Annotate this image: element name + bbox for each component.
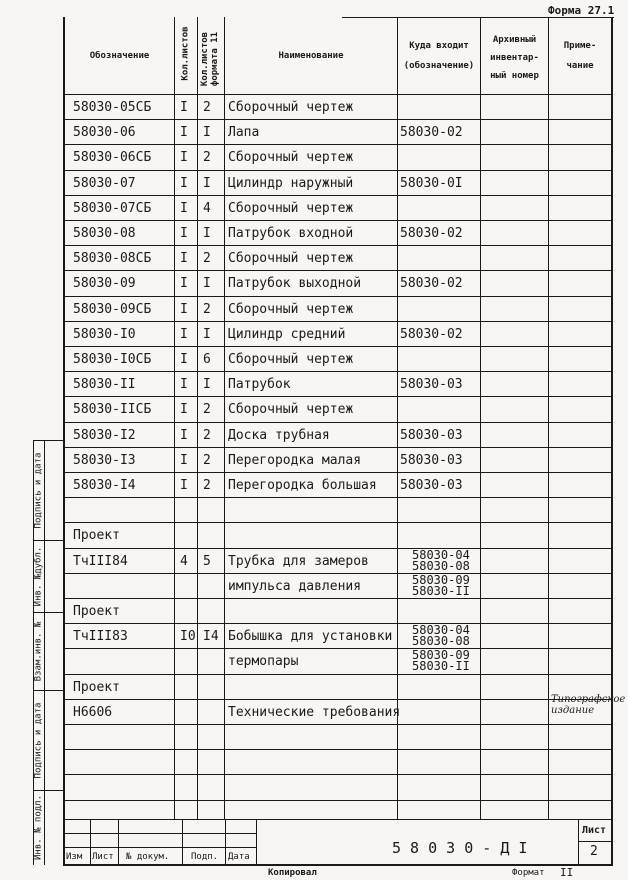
row-sheets-a11: I: [203, 226, 211, 241]
row-where: 58030-09: [412, 648, 470, 662]
tb-col-5: [256, 819, 257, 865]
row-line: [63, 270, 613, 271]
row-line: [63, 724, 613, 725]
row-sheets-a11: I: [203, 125, 211, 140]
row-line: [63, 447, 613, 448]
row-name: Сборочный чертеж: [228, 150, 354, 165]
row-sheets-a11: 2: [203, 150, 211, 165]
frame-bottom: [63, 864, 613, 866]
row-sheets: I: [180, 478, 188, 493]
row-sheets: I: [180, 302, 188, 317]
side-label-sign-date-1: Подпись и дата: [33, 452, 44, 529]
row-code: 58030-05СБ: [73, 100, 152, 115]
tb-sheet-number: 2: [590, 844, 598, 859]
row-line: [63, 195, 613, 196]
row-line: [63, 598, 613, 599]
row-sheets: I: [180, 377, 188, 392]
tb-list: Лист: [92, 852, 114, 862]
row-line: [63, 220, 613, 221]
row-sheets-a11: 2: [203, 478, 211, 493]
row-line: [63, 321, 613, 322]
row-code: 58030-08СБ: [73, 251, 152, 266]
footer-copied: Копировал: [268, 868, 317, 878]
row-line: [63, 699, 613, 700]
header-where-1: Куда входит: [409, 41, 469, 51]
row-sheets-a11: I: [203, 327, 211, 342]
row-name: Патрубок: [228, 377, 291, 392]
row-sheets-a11: 6: [203, 352, 211, 367]
row-line: [63, 371, 613, 372]
row-name: Сборочный чертеж: [228, 402, 354, 417]
header-archive-3: ный номер: [490, 71, 539, 81]
row-where: 58030-03: [400, 428, 463, 443]
row-sheets: I: [180, 453, 188, 468]
tb-col-1: [90, 819, 91, 865]
row-sheets: I: [180, 251, 188, 266]
row-name: Сборочный чертеж: [228, 352, 354, 367]
tb-izm: Изм: [66, 852, 83, 862]
row-where: 58030-03: [400, 453, 463, 468]
row-sheets: I: [180, 150, 188, 165]
row-sheets: I: [180, 402, 188, 417]
row-code: Проект: [73, 604, 120, 619]
form-label: Форма 27.1: [548, 4, 615, 17]
tb-col-2: [118, 819, 119, 865]
row-where: 58030-02: [400, 276, 463, 291]
header-sheets-a11-text: Кол.листов формата 11: [200, 31, 220, 87]
row-name: Технические требования: [228, 705, 401, 720]
row-sheets: I0: [180, 629, 196, 644]
row-sheets-a11: 2: [203, 428, 211, 443]
row-where-2: 58030-II: [412, 659, 470, 673]
tb-line-3: [63, 847, 256, 848]
row-code: 58030-06: [73, 125, 136, 140]
row-name: Патрубок входной: [228, 226, 354, 241]
handwritten-note-text: Типографское издание: [551, 694, 626, 716]
row-name: термопары: [228, 654, 299, 669]
row-line: [63, 396, 613, 397]
row-sheets-a11: 2: [203, 453, 211, 468]
row-code: 58030-09: [73, 276, 136, 291]
header-sheets-count: Кол.листов: [180, 26, 191, 81]
row-where: 58030-04: [412, 548, 470, 562]
tb-doc-no: № докум.: [126, 852, 170, 862]
row-name: Сборочный чертеж: [228, 201, 354, 216]
row-line: [63, 296, 613, 297]
row-code: ТчIII83: [73, 629, 128, 644]
row-sheets: I: [180, 428, 188, 443]
row-sheets: I: [180, 176, 188, 191]
row-line: [63, 522, 613, 523]
tb-col-6: [578, 819, 579, 865]
row-name: Цилиндр наружный: [228, 176, 354, 191]
row-code: 58030-I4: [73, 478, 136, 493]
header-sheets-a11: [200, 11, 222, 107]
row-name: Патрубок выходной: [228, 276, 362, 291]
row-code: 58030-08: [73, 226, 136, 241]
row-sheets-a11: I: [203, 276, 211, 291]
row-where: 58030-04: [412, 623, 470, 637]
row-sheets: I: [180, 226, 188, 241]
row-code: Проект: [73, 528, 120, 543]
row-where-2: 58030-II: [412, 584, 470, 598]
tb-designation: 5 8 0 3 0 - Д I: [392, 839, 528, 857]
row-code: 58030-07: [73, 176, 136, 191]
row-line: [63, 573, 613, 574]
row-name: Бобышка для установки: [228, 629, 393, 644]
row-name: Перегородка малая: [228, 453, 362, 468]
row-sheets: I: [180, 276, 188, 291]
row-line: [63, 623, 613, 624]
tb-line-2: [63, 833, 256, 834]
row-line: [63, 749, 613, 750]
row-line: [63, 170, 613, 171]
tb-col-4: [225, 819, 226, 865]
row-name: Сборочный чертеж: [228, 302, 354, 317]
row-line: [63, 119, 613, 120]
row-name: Доска трубная: [228, 428, 330, 443]
row-sheets-a11: I: [203, 377, 211, 392]
row-where: 58030-02: [400, 226, 463, 241]
handwritten-note: [551, 694, 626, 716]
row-where: 58030-09: [412, 573, 470, 587]
row-name: Перегородка большая: [228, 478, 377, 493]
header-note-2: чание: [566, 61, 594, 71]
row-code: 58030-07СБ: [73, 201, 152, 216]
row-where: 58030-02: [400, 125, 463, 140]
row-code: 58030-I3: [73, 453, 136, 468]
row-where-2: 58030-08: [412, 559, 470, 573]
tb-sheet-sep: [578, 841, 613, 842]
row-sheets-a11: 2: [203, 100, 211, 115]
row-name: Лапа: [228, 125, 260, 140]
row-line: [63, 94, 613, 95]
row-line: [63, 422, 613, 423]
row-name: Трубка для замеров: [228, 554, 369, 569]
side-label-vzam-inv: Взам.инв. №: [33, 621, 44, 682]
side-label-inv-dubl: Инв. №дубл.: [33, 546, 44, 607]
row-code: 58030-II: [73, 377, 136, 392]
top-rule: [342, 17, 614, 18]
row-line: [63, 144, 613, 145]
row-line: [63, 774, 613, 775]
header-archive-2: инвентар-: [490, 53, 539, 63]
row-sheets-a11: 2: [203, 402, 211, 417]
row-name: Сборочный чертеж: [228, 251, 354, 266]
row-code: 58030-I0: [73, 327, 136, 342]
side-label-inv-podl: Инв. № подл.: [33, 794, 44, 861]
row-code: Проект: [73, 680, 120, 695]
row-code: 58030-I2: [73, 428, 136, 443]
row-code: ТчIII84: [73, 554, 128, 569]
row-code: 58030-09СБ: [73, 302, 152, 317]
header-where-2: (обозначение): [403, 61, 475, 71]
row-line: [63, 346, 613, 347]
row-line: [63, 800, 613, 801]
row-where: 58030-03: [400, 478, 463, 493]
row-sheets: I: [180, 125, 188, 140]
row-code: Н6606: [73, 705, 113, 720]
header-designation: Обозначение: [89, 51, 150, 61]
row-sheets-a11: 2: [203, 251, 211, 266]
row-line: [63, 245, 613, 246]
row-sheets-a11: I4: [203, 629, 219, 644]
row-sheets-a11: 2: [203, 302, 211, 317]
row-sheets: I: [180, 352, 188, 367]
row-where: 58030-0I: [400, 176, 463, 191]
row-code: 58030-I0СБ: [73, 352, 152, 367]
row-sheets-a11: I: [203, 176, 211, 191]
row-line: [63, 497, 613, 498]
tb-sign: Подп.: [191, 852, 219, 862]
row-line: [63, 648, 613, 649]
row-sheets-a11: 4: [203, 201, 211, 216]
row-where: 58030-03: [400, 377, 463, 392]
row-line: [63, 472, 613, 473]
row-line: [63, 548, 613, 549]
footer-format-value: II: [560, 866, 574, 879]
header-archive-1: Архивный: [492, 35, 537, 45]
row-code: 58030-06СБ: [73, 150, 152, 165]
side-label-sign-date-2: Подпись и дата: [33, 702, 44, 779]
row-sheets: 4: [180, 554, 188, 569]
header-note-1: Приме-: [563, 41, 597, 51]
row-where: 58030-02: [400, 327, 463, 342]
row-sheets-a11: 5: [203, 554, 211, 569]
row-line: [63, 674, 613, 675]
row-code: 58030-IIСБ: [73, 402, 152, 417]
row-sheets: I: [180, 201, 188, 216]
footer-format-label: Формат: [512, 868, 545, 878]
tb-col-3: [182, 819, 183, 865]
row-sheets: I: [180, 327, 188, 342]
row-name: импульса давления: [228, 579, 362, 594]
tb-line-1: [63, 819, 613, 820]
row-where-2: 58030-08: [412, 634, 470, 648]
header-name: Наименование: [278, 51, 344, 61]
tb-date: Дата: [228, 852, 250, 862]
tb-sheet-label: Лист: [582, 825, 607, 836]
row-name: Сборочный чертеж: [228, 100, 354, 115]
row-sheets: I: [180, 100, 188, 115]
row-name: Цилиндр средний: [228, 327, 346, 342]
